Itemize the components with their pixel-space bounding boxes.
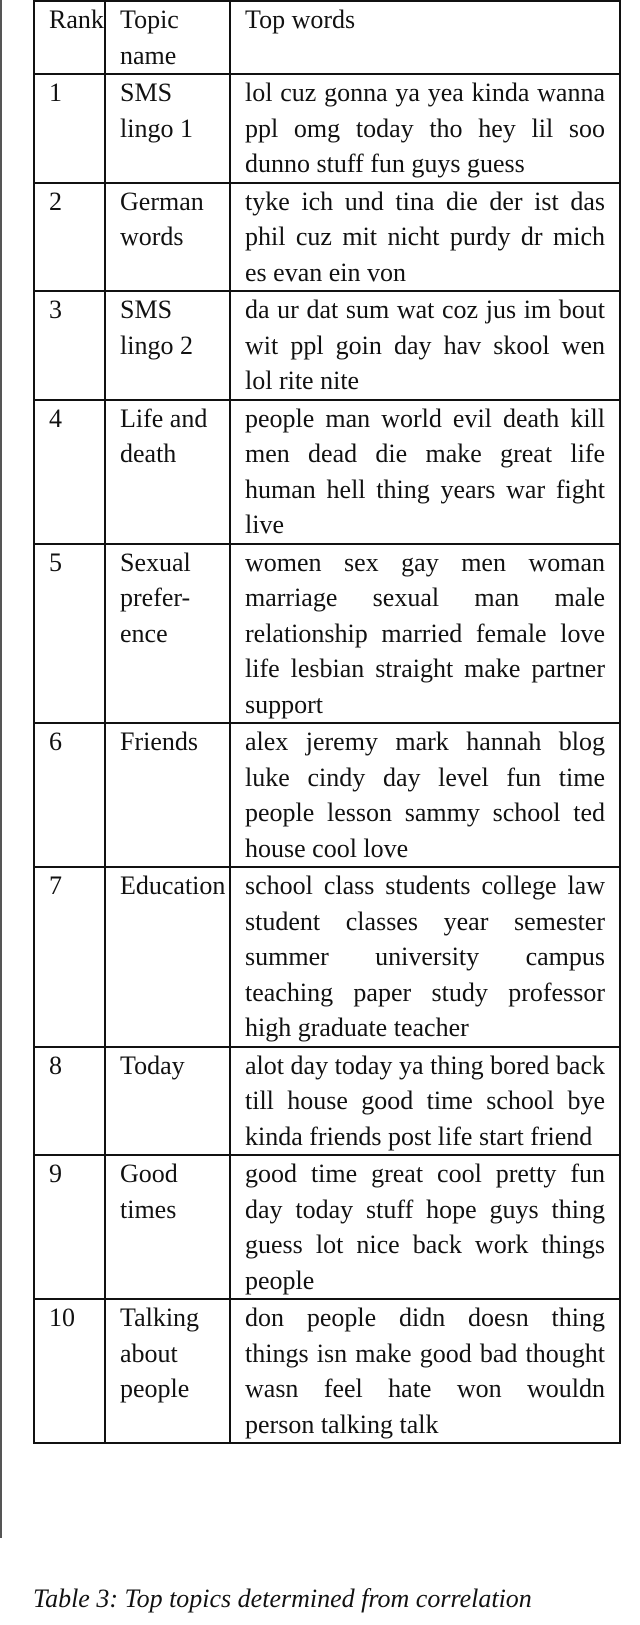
row-rank: 3 (34, 291, 105, 400)
row-rank: 6 (34, 723, 105, 867)
row-top-words: lol cuz gonna ya yea kinda wanna ppl omg today tho hey lil soo dunno stuff fun guys guess (230, 74, 620, 183)
topic-name-line: times (120, 1194, 177, 1224)
row-top-words: women sex gay men woman marriage sexual man male relationship married female love life lesbian straight make partner support (230, 544, 620, 724)
row-rank: 10 (34, 1299, 105, 1443)
row-topic-name (105, 1299, 230, 1443)
row-top-words: good time great cool pretty fun day today stuff hope guys thing guess lot nice back work things people (230, 1155, 620, 1299)
table-row (34, 723, 620, 867)
row-rank: 5 (34, 544, 105, 724)
table-row (34, 183, 620, 292)
table-body (34, 74, 620, 1443)
topics-table (33, 0, 621, 1444)
table-row (34, 74, 620, 183)
row-topic-name (105, 867, 230, 1047)
row-top-words: people man world evil death kill men dead die make great life human hell thing years war fight live (230, 400, 620, 544)
row-rank: 7 (34, 867, 105, 1047)
topic-name-line: Friends (120, 727, 198, 756)
header-rank: Rank (34, 1, 105, 74)
row-rank: 4 (34, 400, 105, 544)
row-topic-name (105, 400, 230, 544)
topic-name-line: lingo 1 (120, 113, 193, 143)
table-row (34, 867, 620, 1047)
row-topic-name (105, 1155, 230, 1299)
table-row (34, 1047, 620, 1156)
row-top-words: alex jeremy mark hannah blog luke cindy day level fun time people lesson sammy school ted house cool love (230, 723, 620, 867)
table-header (34, 1, 620, 74)
topic-name-line: prefer- (120, 583, 191, 612)
table-row (34, 400, 620, 544)
topic-name-line: people (120, 1374, 190, 1403)
row-top-words: school class students college law student classes year semester summer university campus teaching paper study professor high graduate teacher (230, 867, 620, 1047)
topic-name-line: about (120, 1338, 178, 1368)
header-top-words: Top words (230, 1, 620, 74)
row-rank: 9 (34, 1155, 105, 1299)
row-top-words: alot day today ya thing bored back till house good time school bye kinda friends post life start friend (230, 1047, 620, 1156)
topic-name-line: SMS (120, 78, 173, 107)
row-topic-name (105, 1047, 230, 1156)
row-rank: 8 (34, 1047, 105, 1156)
table-row (34, 1155, 620, 1299)
table-row (34, 291, 620, 400)
topic-name-line: Talking (120, 1303, 200, 1332)
topic-name-line: ence (120, 618, 168, 648)
row-topic-name (105, 291, 230, 400)
topic-name-line: SMS (120, 295, 173, 324)
row-topic-name (105, 74, 230, 183)
topic-name-line: Education (120, 871, 226, 900)
header-row (34, 1, 620, 74)
row-topic-name (105, 183, 230, 292)
header-topic-name-line2: name (120, 40, 177, 70)
left-margin-rule (0, 0, 2, 1538)
row-rank: 1 (34, 74, 105, 183)
header-topic-name-line1: Topic (120, 5, 179, 34)
topic-name-line: Life and (120, 403, 208, 433)
topic-name-line: German (120, 186, 204, 216)
topic-name-line: lingo 2 (120, 330, 193, 360)
topic-name-line: words (120, 222, 184, 251)
row-top-words: don people didn doesn thing things isn make good bad thought wasn feel hate won wouldn person talking talk (230, 1299, 620, 1443)
header-topic-name (105, 1, 230, 74)
topic-name-line: death (120, 439, 177, 468)
topic-name-line: Today (120, 1050, 185, 1080)
topic-name-line: Good (120, 1159, 178, 1188)
table-row (34, 1299, 620, 1443)
row-rank: 2 (34, 183, 105, 292)
row-top-words: tyke ich und tina die der ist das phil cuz mit nicht purdy dr mich es evan ein von (230, 183, 620, 292)
row-topic-name (105, 723, 230, 867)
table-row (34, 544, 620, 724)
row-topic-name (105, 544, 230, 724)
topic-name-line: Sexual (120, 547, 191, 577)
row-top-words: da ur dat sum wat coz jus im bout wit ppl goin day hav skool wen lol rite nite (230, 291, 620, 400)
table-caption: Table 3: Top topics determined from correlation (33, 1584, 532, 1613)
